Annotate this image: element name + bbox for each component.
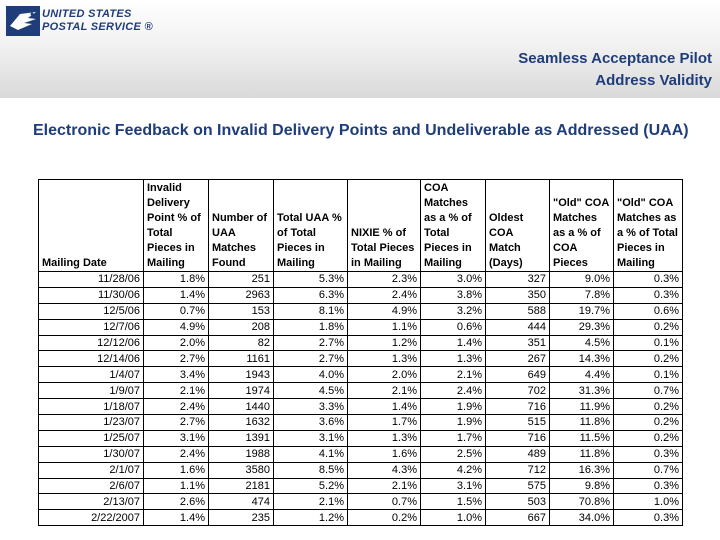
table-row <box>39 510 683 526</box>
table-cell: 3.1% <box>421 478 486 494</box>
table-cell: 2.4% <box>144 399 209 415</box>
table-cell: 2963 <box>209 287 274 303</box>
table-cell: 503 <box>486 494 550 510</box>
mailing-date-cell: 1/25/07 <box>39 430 144 446</box>
table-cell: 11.5% <box>550 430 614 446</box>
table-cell: 1161 <box>209 351 274 367</box>
table-header-row <box>39 180 683 272</box>
table-cell: 9.8% <box>550 478 614 494</box>
table-cell: 1.9% <box>421 415 486 431</box>
table-cell: 1.9% <box>421 399 486 415</box>
table-cell: 2.4% <box>144 446 209 462</box>
table-cell: 0.3% <box>614 446 683 462</box>
table-cell: 14.3% <box>550 351 614 367</box>
table-cell: 208 <box>209 319 274 335</box>
mailing-date-cell: 1/4/07 <box>39 367 144 383</box>
table-cell: 2.1% <box>348 383 421 399</box>
table-cell: 3.1% <box>144 430 209 446</box>
logo-line1: UNITED STATES <box>42 8 132 20</box>
table-cell: 0.2% <box>614 319 683 335</box>
table-cell: 0.2% <box>348 510 421 526</box>
table-cell: 2.7% <box>144 351 209 367</box>
table-cell: 1.8% <box>144 272 209 288</box>
table-cell: 1.6% <box>348 446 421 462</box>
table-body <box>39 272 683 526</box>
table-cell: 0.3% <box>614 478 683 494</box>
table-cell: 70.8% <box>550 494 614 510</box>
table-cell: 3.3% <box>274 399 348 415</box>
table-cell: 4.4% <box>550 367 614 383</box>
table-cell: 82 <box>209 335 274 351</box>
table-row <box>39 446 683 462</box>
mailing-date-cell: 2/6/07 <box>39 478 144 494</box>
table-row <box>39 478 683 494</box>
table-cell: 1632 <box>209 415 274 431</box>
table-cell: 4.9% <box>144 319 209 335</box>
mailing-date-cell: 12/7/06 <box>39 319 144 335</box>
eagle-icon <box>6 6 40 36</box>
table-cell: 0.6% <box>421 319 486 335</box>
table-cell: 1.0% <box>421 510 486 526</box>
table-cell: 11.8% <box>550 446 614 462</box>
table-cell: 474 <box>209 494 274 510</box>
table-cell: 29.3% <box>550 319 614 335</box>
table-row <box>39 494 683 510</box>
column-header: Total UAA % of Total Pieces in Mailing <box>274 180 348 272</box>
table-cell: 1.1% <box>348 319 421 335</box>
table-cell: 489 <box>486 446 550 462</box>
table-cell: 515 <box>486 415 550 431</box>
table-cell: 1.0% <box>614 494 683 510</box>
table-cell: 1.6% <box>144 462 209 478</box>
table-cell: 4.5% <box>274 383 348 399</box>
table-cell: 1.4% <box>421 335 486 351</box>
table-row <box>39 319 683 335</box>
table-cell: 5.3% <box>274 272 348 288</box>
table-cell: 0.3% <box>614 272 683 288</box>
table-cell: 712 <box>486 462 550 478</box>
mailing-date-cell: 1/23/07 <box>39 415 144 431</box>
table-row <box>39 351 683 367</box>
table-row <box>39 430 683 446</box>
table-cell: 267 <box>486 351 550 367</box>
table-cell: 0.6% <box>614 303 683 319</box>
table-cell: 235 <box>209 510 274 526</box>
table-cell: 716 <box>486 430 550 446</box>
table-cell: 575 <box>486 478 550 494</box>
table-cell: 1.4% <box>348 399 421 415</box>
column-header: NIXIE % of Total Pieces in Mailing <box>348 180 421 272</box>
mailing-date-cell: 2/13/07 <box>39 494 144 510</box>
table-cell: 0.3% <box>614 287 683 303</box>
mailing-date-cell: 2/22/2007 <box>39 510 144 526</box>
table-cell: 2.1% <box>274 494 348 510</box>
column-header: Number of UAA Matches Found <box>209 180 274 272</box>
table-cell: 1.7% <box>348 415 421 431</box>
table-cell: 34.0% <box>550 510 614 526</box>
mailing-date-cell: 1/18/07 <box>39 399 144 415</box>
data-table-container <box>38 179 682 526</box>
table-cell: 9.0% <box>550 272 614 288</box>
table-cell: 2.1% <box>144 383 209 399</box>
usps-logo <box>6 6 156 36</box>
table-cell: 4.0% <box>274 367 348 383</box>
column-header: Oldest COA Match (Days) <box>486 180 550 272</box>
table-cell: 7.8% <box>550 287 614 303</box>
table-cell: 1.2% <box>348 335 421 351</box>
table-cell: 588 <box>486 303 550 319</box>
table-cell: 1.4% <box>144 287 209 303</box>
table-cell: 251 <box>209 272 274 288</box>
title-line2: Address Validity <box>595 72 712 89</box>
table-cell: 2.5% <box>421 446 486 462</box>
table-cell: 0.2% <box>614 399 683 415</box>
table-cell: 1.3% <box>421 351 486 367</box>
table-cell: 3.6% <box>274 415 348 431</box>
table-cell: 0.2% <box>614 415 683 431</box>
slide-title <box>518 48 712 92</box>
column-header: COA Matches as a % of Total Pieces in Mailing <box>421 180 486 272</box>
table-cell: 8.5% <box>274 462 348 478</box>
table-cell: 0.2% <box>614 430 683 446</box>
table-cell: 2.7% <box>274 351 348 367</box>
table-cell: 2.7% <box>274 335 348 351</box>
table-cell: 327 <box>486 272 550 288</box>
table-cell: 716 <box>486 399 550 415</box>
table-cell: 4.3% <box>348 462 421 478</box>
table-cell: 4.5% <box>550 335 614 351</box>
table-cell: 1.3% <box>348 430 421 446</box>
column-header: "Old" COA Matches as a % of Total Pieces in Mailing <box>614 180 683 272</box>
table-cell: 2.4% <box>348 287 421 303</box>
table-cell: 702 <box>486 383 550 399</box>
table-cell: 0.1% <box>614 335 683 351</box>
table-row <box>39 399 683 415</box>
logo-line2: POSTAL SERVICE ® <box>42 21 153 33</box>
table-cell: 351 <box>486 335 550 351</box>
mailing-date-cell: 1/9/07 <box>39 383 144 399</box>
table-cell: 0.1% <box>614 367 683 383</box>
table-cell: 153 <box>209 303 274 319</box>
table-row <box>39 367 683 383</box>
mailing-date-cell: 12/12/06 <box>39 335 144 351</box>
table-cell: 1.3% <box>348 351 421 367</box>
title-line1: Seamless Acceptance Pilot <box>518 50 712 67</box>
table-cell: 0.3% <box>614 510 683 526</box>
table-cell: 8.1% <box>274 303 348 319</box>
column-header: "Old" COA Matches as a % of COA Pieces <box>550 180 614 272</box>
table-cell: 2.0% <box>144 335 209 351</box>
table-cell: 1440 <box>209 399 274 415</box>
table-row <box>39 462 683 478</box>
table-row <box>39 287 683 303</box>
table-cell: 2.4% <box>421 383 486 399</box>
table-row <box>39 415 683 431</box>
table-cell: 3.0% <box>421 272 486 288</box>
table-cell: 31.3% <box>550 383 614 399</box>
table-cell: 1.5% <box>421 494 486 510</box>
table-cell: 1.2% <box>274 510 348 526</box>
table-cell: 11.9% <box>550 399 614 415</box>
address-validity-table <box>38 179 683 526</box>
table-cell: 3.8% <box>421 287 486 303</box>
table-row <box>39 383 683 399</box>
table-cell: 3.1% <box>274 430 348 446</box>
table-cell: 2181 <box>209 478 274 494</box>
slide-subtitle: Electronic Feedback on Invalid Delivery Points and Undeliverable as Addressed (UAA) <box>33 122 689 139</box>
table-cell: 2.6% <box>144 494 209 510</box>
table-cell: 11.8% <box>550 415 614 431</box>
table-cell: 5.2% <box>274 478 348 494</box>
table-cell: 444 <box>486 319 550 335</box>
table-cell: 16.3% <box>550 462 614 478</box>
column-header: Invalid Delivery Point % of Total Pieces in Mailing <box>144 180 209 272</box>
table-cell: 3.2% <box>421 303 486 319</box>
mailing-date-cell: 1/30/07 <box>39 446 144 462</box>
column-header: Mailing Date <box>39 180 144 272</box>
table-cell: 1.1% <box>144 478 209 494</box>
table-cell: 3580 <box>209 462 274 478</box>
table-cell: 1988 <box>209 446 274 462</box>
mailing-date-cell: 11/28/06 <box>39 272 144 288</box>
mailing-date-cell: 12/5/06 <box>39 303 144 319</box>
table-cell: 0.7% <box>348 494 421 510</box>
table-cell: 1.4% <box>144 510 209 526</box>
table-row <box>39 303 683 319</box>
table-cell: 0.7% <box>614 383 683 399</box>
table-row <box>39 272 683 288</box>
table-cell: 2.3% <box>348 272 421 288</box>
table-cell: 2.1% <box>348 478 421 494</box>
table-cell: 1.7% <box>421 430 486 446</box>
table-cell: 2.1% <box>421 367 486 383</box>
mailing-date-cell: 2/1/07 <box>39 462 144 478</box>
table-cell: 19.7% <box>550 303 614 319</box>
table-cell: 4.2% <box>421 462 486 478</box>
table-cell: 0.7% <box>144 303 209 319</box>
table-cell: 3.4% <box>144 367 209 383</box>
table-cell: 0.7% <box>614 462 683 478</box>
mailing-date-cell: 11/30/06 <box>39 287 144 303</box>
table-cell: 649 <box>486 367 550 383</box>
table-cell: 667 <box>486 510 550 526</box>
mailing-date-cell: 12/14/06 <box>39 351 144 367</box>
table-cell: 1391 <box>209 430 274 446</box>
table-cell: 4.1% <box>274 446 348 462</box>
table-cell: 1943 <box>209 367 274 383</box>
table-cell: 350 <box>486 287 550 303</box>
table-cell: 0.2% <box>614 351 683 367</box>
table-cell: 2.7% <box>144 415 209 431</box>
table-cell: 1974 <box>209 383 274 399</box>
table-row <box>39 335 683 351</box>
table-cell: 4.9% <box>348 303 421 319</box>
table-cell: 2.0% <box>348 367 421 383</box>
table-cell: 6.3% <box>274 287 348 303</box>
table-cell: 1.8% <box>274 319 348 335</box>
